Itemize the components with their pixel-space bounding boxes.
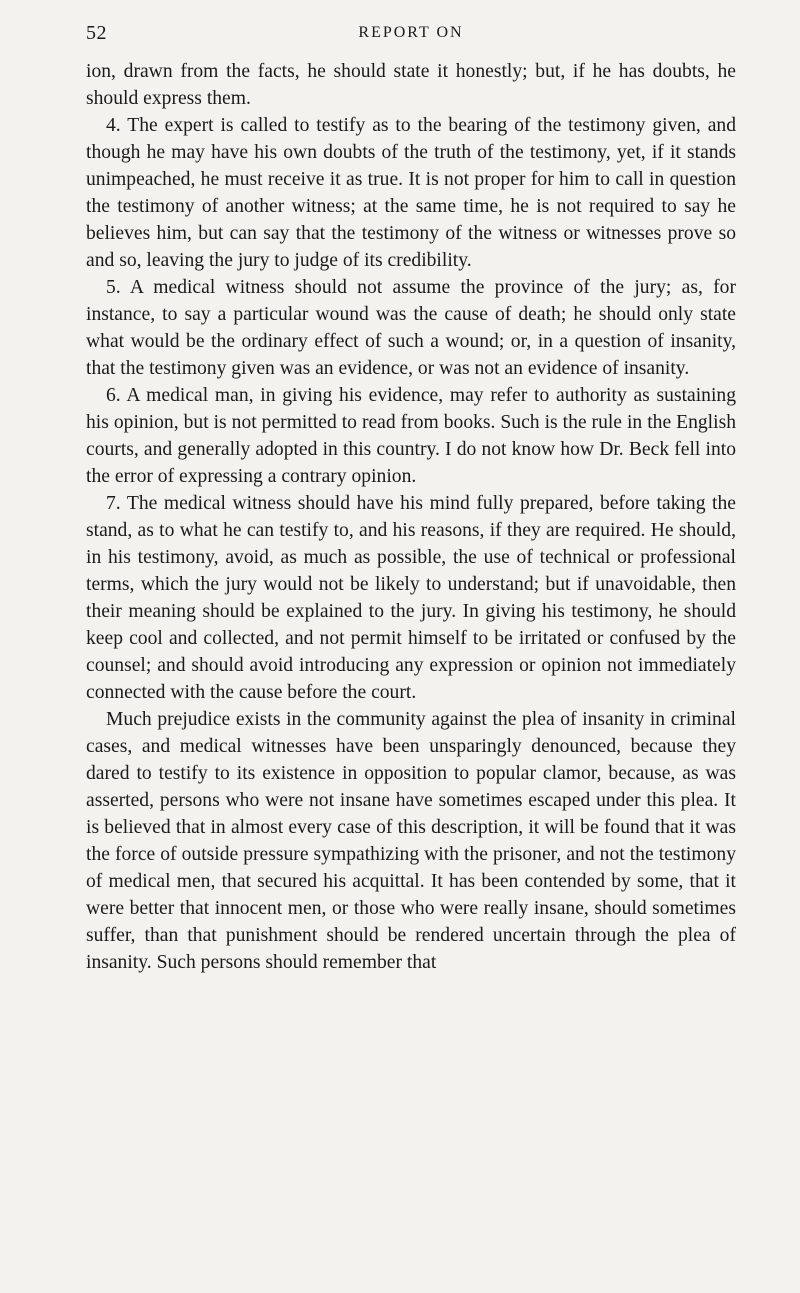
page-number: 52 <box>86 22 107 44</box>
running-head: REPORT ON <box>358 24 464 41</box>
paragraph-continuation: ion, drawn from the facts, he should state it honestly; but, if he has doubts, he should express them. <box>86 61 736 109</box>
paragraph-insanity-plea: Much prejudice exists in the community against the plea of insanity in criminal cases, and medical witnesses have been unsparingly denounced, because they dared to testify to its existence in opposition to popular clamor, because, as was asserted, persons who were not insane have sometimes escaped under this plea. It is believed that in almost every case of this description, it will be found that it was the force of outside pressure sympathizing with the prisoner, and not the testimony of medical men, that secured his acquittal. It has been contended by some, that it were better that innocent men, or those who were really insane, should sometimes suffer, than that punishment should be rendered uncertain through the plea of insanity. Such persons should remember that <box>86 709 736 973</box>
paragraph-item-4: 4. The expert is called to testify as to the bearing of the testimony given, and though he may have his own doubts of the truth of the testimony, yet, if it stands unimpeached, he must receive it as true. It is not proper for him to call in question the testimony of another witness; at the same time, he is not required to say he believes him, but can say that the testimony of the witness or witnesses prove so and so, leaving the jury to judge of its credibility. <box>86 115 736 271</box>
page-header <box>86 22 736 52</box>
paragraph-item-6: 6. A medical man, in giving his evidence, may refer to authority as sustaining his opinion, but is not permitted to read from books. Such is the rule in the English courts, and generally adopted in this country. I do not know how Dr. Beck fell into the error of expressing a contrary opinion. <box>86 385 736 487</box>
paragraph-item-5: 5. A medical witness should not assume the province of the jury; as, for instance, to say a particular wound was the cause of death; he should only state what would be the ordinary effect of such a wound; or, in a question of insanity, that the testimony given was an evidence, or was not an evidence of insanity. <box>86 277 736 379</box>
paragraph-item-7: 7. The medical witness should have his mind fully prepared, before taking the stand, as to what he can testify to, and his reasons, if they are required. He should, in his testimony, avoid, as much as possible, the use of technical or professional terms, which the jury would not be likely to understand; but if unavoidable, then their meaning should be explained to the jury. In giving his testimony, he should keep cool and collected, and not permit himself to be irritated or confused by the counsel; and should avoid introducing any expression or opinion not immediately connected with the cause before the court. <box>86 493 736 703</box>
body-text <box>86 58 736 976</box>
